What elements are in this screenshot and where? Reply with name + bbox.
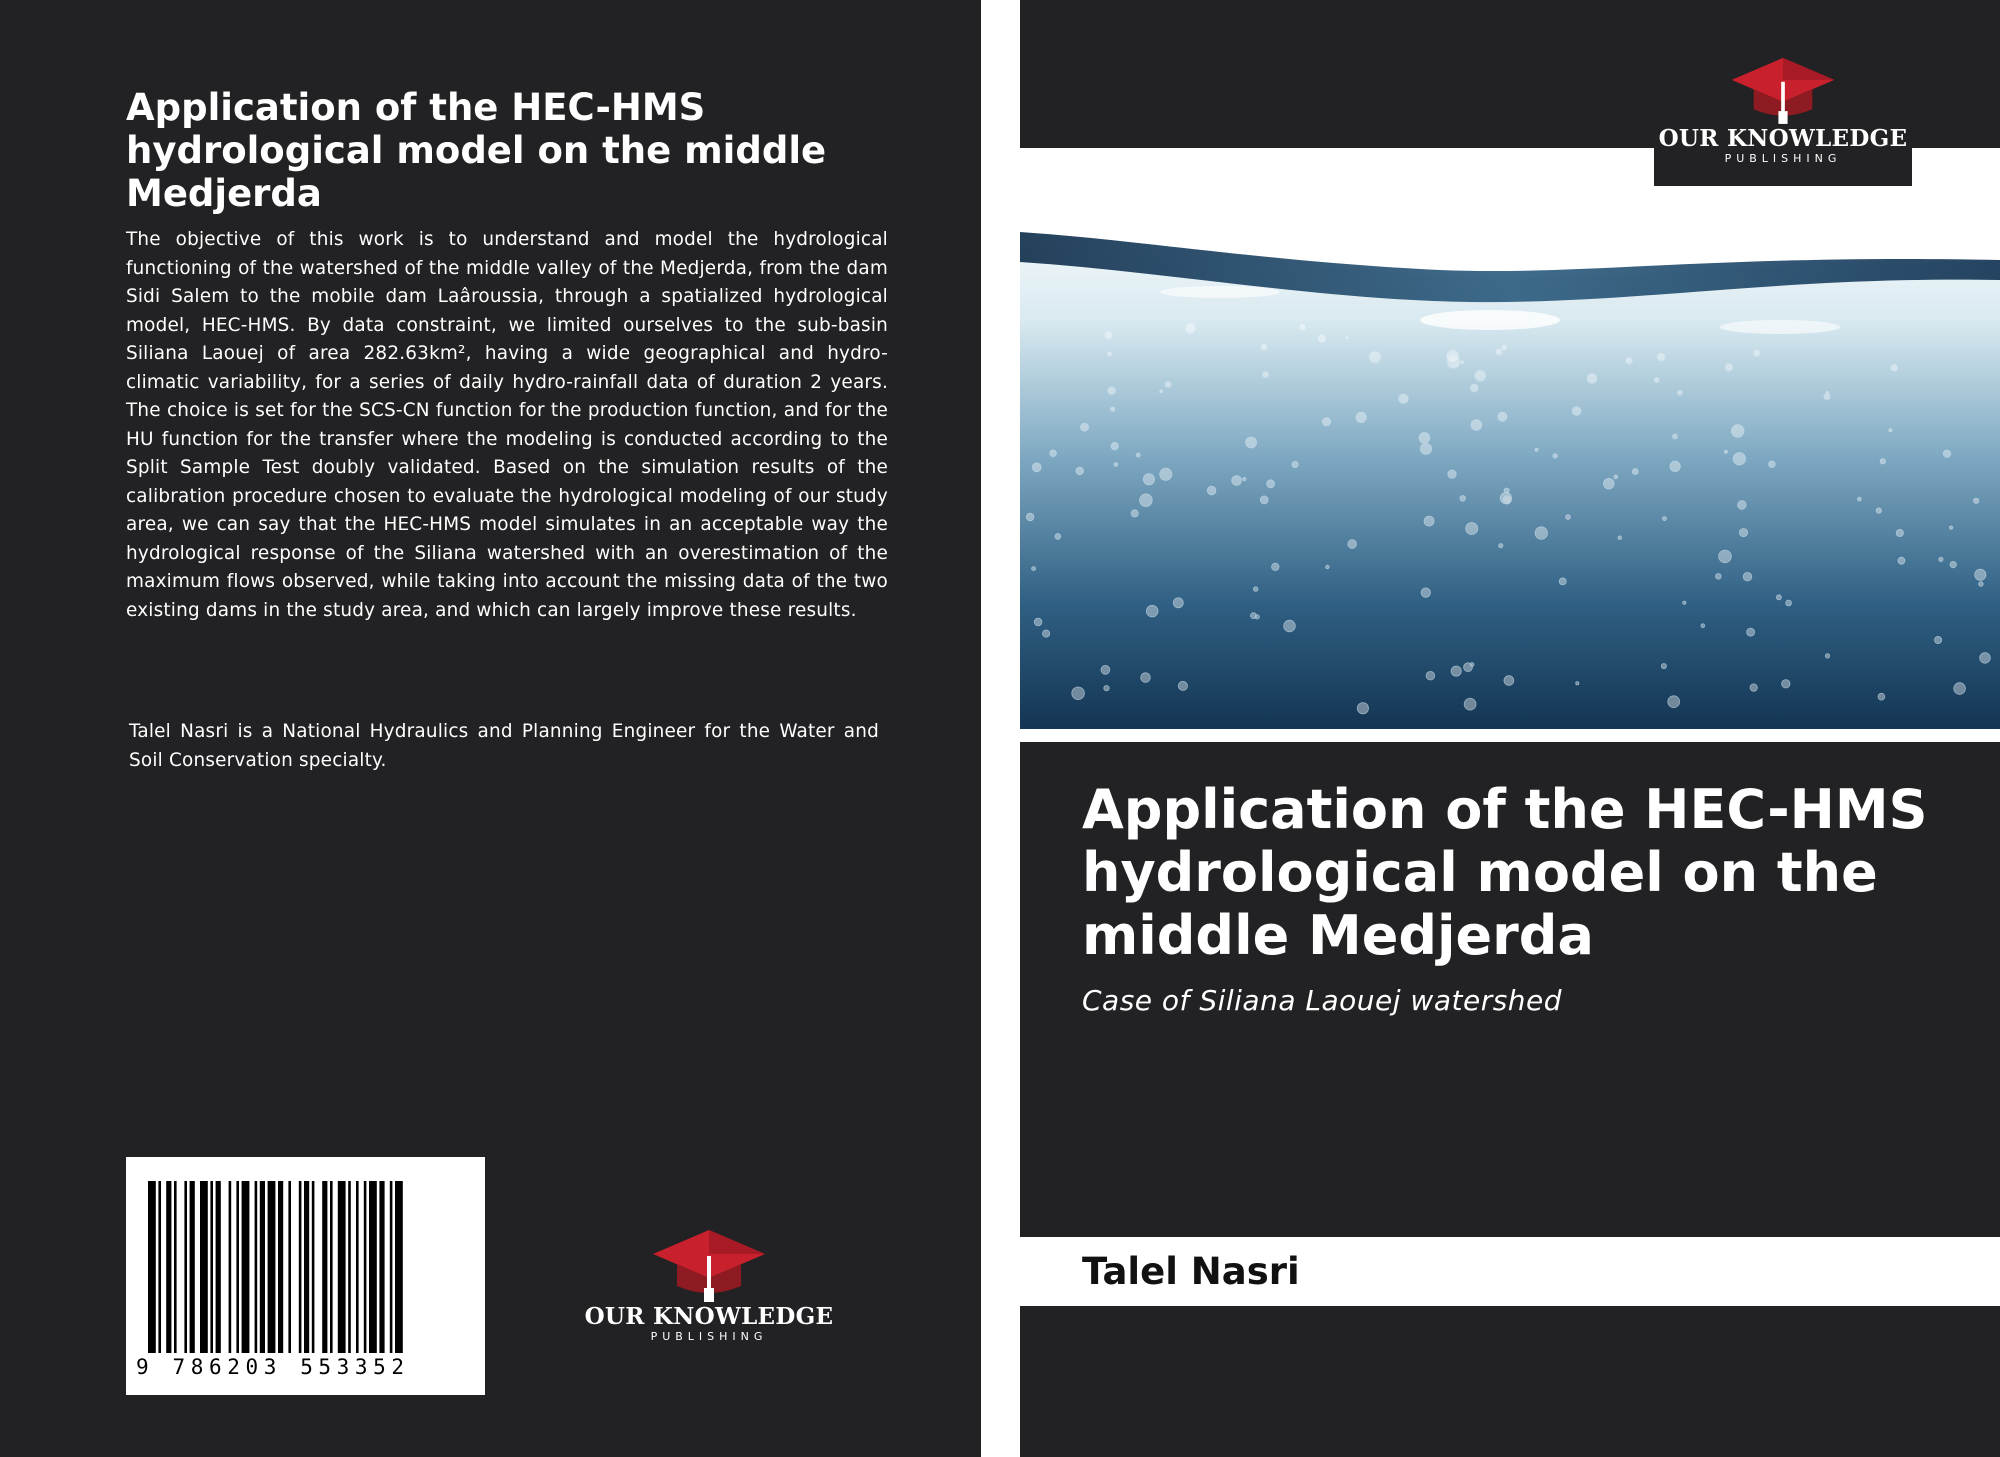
front-cover-bottom-band	[1020, 1306, 2000, 1457]
publisher-logo-front	[1654, 54, 1912, 166]
publisher-subtitle: PUBLISHING	[1724, 152, 1842, 165]
publisher-logo-back	[584, 1226, 834, 1344]
barcode-bars	[126, 1157, 485, 1357]
isbn-barcode	[126, 1157, 485, 1395]
cover-water-image	[1020, 232, 2000, 729]
graduation-cap-icon	[1728, 54, 1838, 126]
publisher-subtitle: PUBLISHING	[650, 1330, 768, 1343]
back-cover-abstract: The objective of this work is to understand and model the hydrological functioning of the watershed of the middle valley of the Medjerda, from the dam Sidi Salem to the mobile dam Laâroussia, through a spatialized hydrological model, HEC-HMS. By data constraint, we limited ourselves to the sub-basin Siliana Laouej of area 282.63km², having a wide geographical and hydro-climatic variability, for a series of daily hydro-rainfall data of duration 2 years. The choice is set for the SCS-CN function for the production function, and for the HU function for the transfer where the modeling is conducted according to the Split Sample Test doubly validated. Based on the simulation results of the calibration procedure chosen to evaluate the hydrological modeling of our study area, we can say that the HEC-HMS model simulates in an acceptable way the hydrological response of the Siliana watershed with an overestimation of the maximum flows observed, while taking into account the missing data of the two existing dams in the study area, and which can largely improve these results.	[126, 229, 888, 621]
front-cover-title: Application of the HEC-HMS hydrological model on the middle Medjerda	[1082, 778, 1928, 967]
front-cover-subtitle: Case of Siliana Laouej watershed	[1082, 984, 1563, 1017]
publisher-name: OUR KNOWLEDGE	[584, 1303, 834, 1330]
back-cover-title: Application of the HEC-HMS hydrological model on the middle Medjerda	[126, 86, 827, 215]
front-cover-author: Talel Nasri	[1082, 1250, 1300, 1293]
author-bio: Talel Nasri is a National Hydraulics and Planning Engineer for the Water and Soil Conservation specialty.	[129, 721, 879, 771]
graduation-cap-icon	[649, 1226, 769, 1304]
isbn-digits: 9 786203 553352	[136, 1355, 410, 1379]
publisher-name: OUR KNOWLEDGE	[1658, 125, 1908, 152]
